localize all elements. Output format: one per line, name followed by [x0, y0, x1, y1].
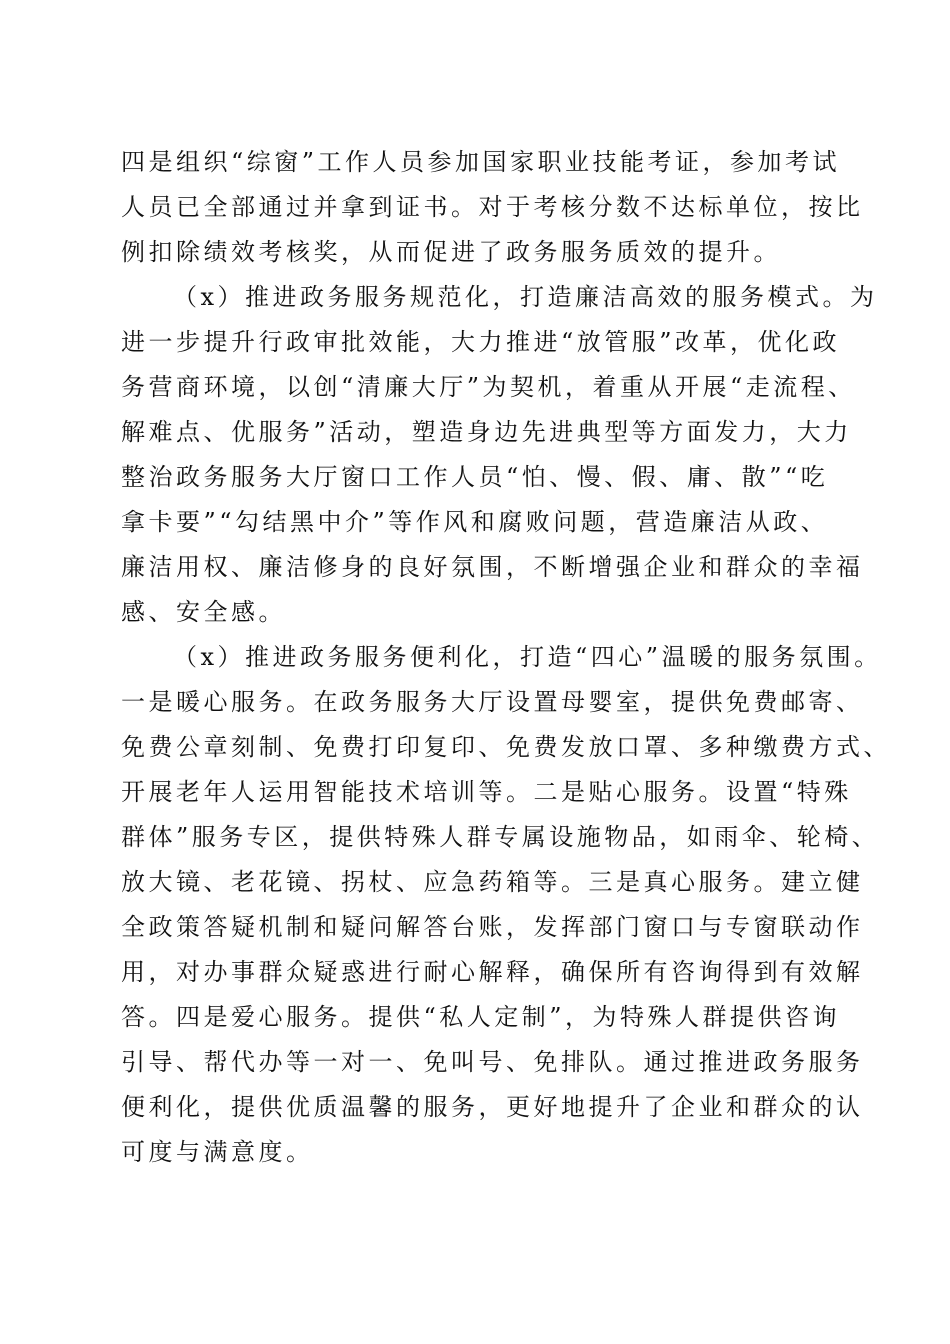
text-line: 拿卡要”“勾结黑中介”等作风和腐败问题，营造廉洁从政、	[121, 508, 829, 536]
text-line: 进一步提升行政审批效能，大力推进“放管服”改革，优化政	[121, 328, 841, 356]
text-line: 一是暖心服务。在政务服务大厅设置母婴室，提供免费邮寄、	[121, 688, 864, 716]
paragraph-1	[121, 140, 864, 275]
text-line: 务营商环境，以创“清廉大厅”为契机，着重从开展“走流程、	[121, 373, 856, 401]
text-line: 可度与满意度。	[121, 1138, 314, 1166]
text-line: 人员已全部通过并拿到证书。对于考核分数不达标单位，按比	[121, 193, 864, 221]
text-line: 解难点、优服务”活动，塑造身边先进典型等方面发力，大力	[121, 418, 852, 446]
text-line: （x）推进政务服务便利化，打造“四心”温暖的服务氛围。	[173, 643, 882, 671]
text-line: 免费公章刻制、免费打印复印、免费发放口罩、多种缴费方式、	[121, 733, 891, 761]
text-line: 便利化，提供优质温馨的服务，更好地提升了企业和群众的认	[121, 1093, 864, 1121]
paragraph-3	[121, 635, 891, 1175]
text-line: 放大镜、老花镜、拐杖、应急药箱等。三是真心服务。建立健	[121, 868, 864, 896]
text-line: 用，对办事群众疑惑进行耐心解释，确保所有咨询得到有效解	[121, 958, 864, 986]
text-line: 引导、帮代办等一对一、免叫号、免排队。通过推进政务服务	[121, 1048, 864, 1076]
document-body	[121, 140, 891, 1175]
text-line: 答。四是爱心服务。提供“私人定制”，为特殊人群提供咨询	[121, 1003, 841, 1031]
text-line: （x）推进政务服务规范化，打造廉洁高效的服务模式。为	[173, 283, 878, 311]
text-line: 整治政务服务大厅窗口工作人员“怕、慢、假、庸、散”“吃	[121, 463, 829, 491]
text-line: 四是组织“综窗”工作人员参加国家职业技能考证，参加考试	[121, 148, 841, 176]
text-line: 开展老年人运用智能技术培训等。二是贴心服务。设置“特殊	[121, 778, 852, 806]
paragraph-2	[121, 275, 878, 635]
text-line: 群体”服务专区，提供特殊人群专属设施物品，如雨伞、轮椅、	[121, 823, 880, 851]
text-line: 廉洁用权、廉洁修身的良好氛围，不断增强企业和群众的幸福	[121, 553, 864, 581]
text-line: 全政策答疑机制和疑问解答台账，发挥部门窗口与专窗联动作	[121, 913, 864, 941]
text-line: 感、安全感。	[121, 598, 286, 626]
text-line: 例扣除绩效考核奖，从而促进了政务服务质效的提升。	[121, 238, 781, 266]
